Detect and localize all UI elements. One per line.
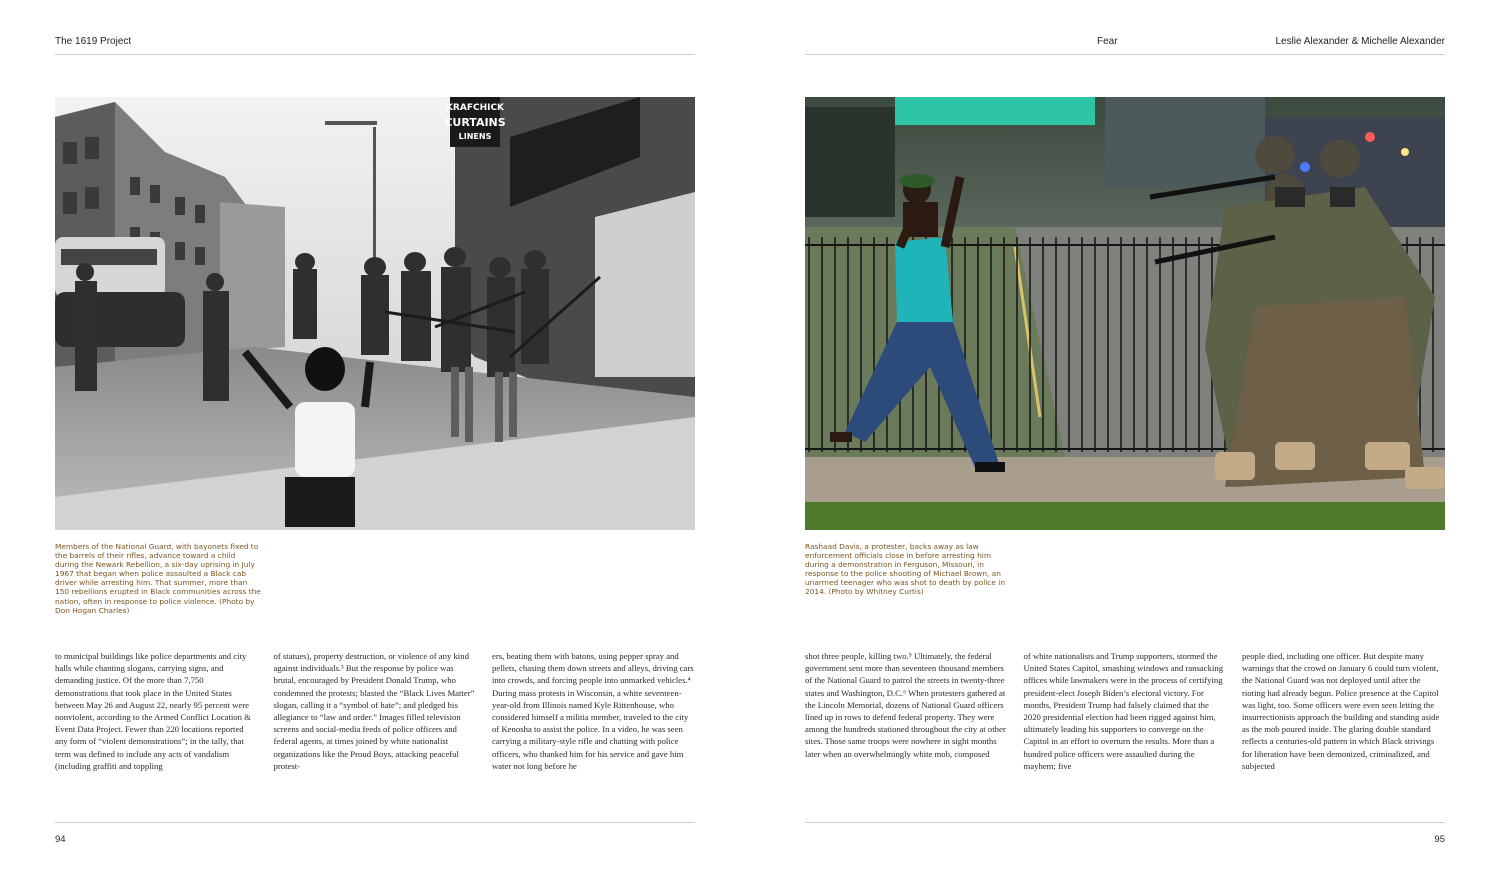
chapter-authors: Leslie Alexander & Michelle Alexander [1275,36,1445,47]
book-title: The 1619 Project [55,36,132,47]
running-head-right [805,36,1445,54]
photo-ferguson-protest [805,97,1445,530]
footer-rule [805,822,1445,823]
text-column-5: of white nationalists and Trump supporters, stormed the United States Capitol, smashing windows and ransacking offices while lawmakers were in the process of certifying president-elect Joseph Biden’s electoral victory. For months, President Trump had falsely claimed that the 2020 presidential election had been rigged against him, ultimately leading his supporters to converge on the Capitol in an effort to overturn the results. More than a hundred police officers were assaulted during the mayhem; five [1023,651,1224,771]
page-number-left: 94 [55,834,66,845]
header-rule [55,54,695,55]
footer-rule [55,822,695,823]
right-page [805,0,1445,878]
body-text-left [55,650,695,775]
body-text-right [805,650,1445,775]
text-column-1: to municipal buildings like police departments and city halls while chanting slogans, carrying signs, and demanding justice. Of the more than 7,750 demonstrations that took place in the United States between May 26 and August 22, nearly 95 percent were nonviolent, according to the Armed Conflict Location & Event Data Project. Fewer than 220 locations reported any form of “violent demonstrations”; in the tally, that term was defined to include any acts of vandalism (including graffiti and toppling [55,651,251,771]
photo-newark-rebellion [55,97,695,530]
text-column-4: shot three people, killing two.⁵ Ultimately, the federal government sent more than seventeen thousand members of the National Guard to patrol the streets in twenty-three states and Washington, D.C.⁶ When protesters gathered at the Lincoln Memorial, dozens of National Guard officers lined up in rows to defend federal property. They were among the hundreds stationed throughout the city at other sites. Those same troops were nowhere in sight months later when an overwhelmingly white mob, composed [805,651,1006,759]
left-page [55,0,695,878]
header-rule [805,54,1445,55]
chapter-title: Fear [1097,36,1118,47]
sign-line-2: CURTAINS [444,116,506,129]
text-column-6: people died, including one officer. But despite many warnings that the crowd on January 6 could turn violent, the National Guard was not deployed until after the rioting had already begun. Police presence at the Capitol was light, too. Some officers were even seen letting the insurrectionists approach the building and standing aside as the mob poured inside. The glaring double standard reflects a centuries-old pattern in which Black strivings for liberation have been demonized, criminalized, and subjected [1242,651,1440,771]
photo-caption-left: Members of the National Guard, with bayonets fixed to the barrels of their rifles, advance toward a child during the Newark Rebellion, a six-day uprising in July 1967 that began when police assaulted a Black cab driver while arresting him. That summer, more than 150 rebellions erupted in Black communities across the nation, often in response to police violence. (Photo by Don Hogan Charles) [55,542,261,615]
text-column-3: ers, beating them with batons, using pepper spray and pellets, chasing them down streets and alleys, driving cars into crowds, and forcing people into unmarked vehicles.⁴ During mass protests in Wisconsin, a white seventeen-year-old from Illinois named Kyle Rittenhouse, who considered himself a militia member, traveled to the city of Kenosha to assist the police. In a video, he was seen carrying a military-style rifle and chatting with police officers, who thanked him for his service and gave him water not long before he [492,651,694,771]
page-number-right: 95 [1434,834,1445,845]
sign-line-3: LINENS [458,132,492,141]
photo-caption-right: Rashaad Davis, a protester, backs away as law enforcement officials close in before arresting him during a demonstration in Ferguson, Missouri, in response to the police shooting of Michael Brown, an unarmed teenager who was shot to death by police in 2014. (Photo by Whitney Curtis) [805,542,1005,597]
sign-line-1: KRAFCHICK [445,103,505,113]
running-head-left [55,36,695,54]
text-column-2: of statues), property destruction, or violence of any kind against individuals.³ But the response by police was brutal, encouraged by President Donald Trump, who condemned the protests; blasted the “Black Lives Matter” slogan, calling it a “symbol of hate”; and pledged his allegiance to “law and order.” Images filled television screens and social-media feeds of police officers and federal agents, at times joined by white nationalist organizations like the Proud Boys, attacking peaceful protest- [273,651,475,771]
